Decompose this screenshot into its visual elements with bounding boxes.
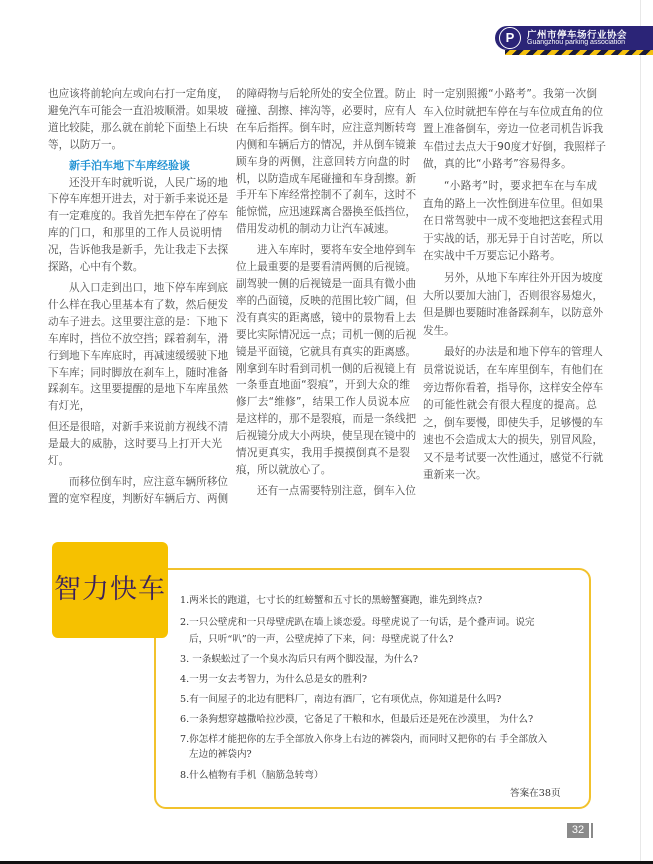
paragraph	[423, 86, 606, 174]
quiz-question: 左边的裤袋内?	[189, 749, 252, 760]
paragraph	[48, 175, 229, 276]
text-line: 在日常驾驶中一成不变地把这套程式用	[423, 215, 604, 228]
text-line: 发生。	[423, 324, 455, 337]
text-line: 踩刹车。这里要提醒的是地下车库虽然	[48, 383, 229, 396]
quiz-title: 智力快车	[52, 542, 168, 638]
text-line: 置上准备倒车，旁边一位老司机告诉我	[423, 123, 604, 136]
quiz-question: 1.两米长的跑道，七寸长的红螃蟹和五寸长的黑螃蟹赛跑，谁先到终点?	[180, 595, 483, 606]
text-line: 做，真的比“小路考”容易得多。	[423, 158, 572, 171]
text-line: 副驾驶一侧的后视镜是一面具有微小曲	[236, 277, 417, 290]
quiz-question: 2.一只公壁虎和一只母壁虎趴在墙上谈恋爱。母壁虎说了一句话，是个叠声词。说完	[180, 617, 535, 628]
page-number-bar	[591, 823, 593, 838]
hazard-stripes	[505, 50, 653, 55]
text-line: 有一定难度的。我首先把车停在了停车	[48, 210, 229, 223]
quiz-question: 3. 一条蜈蚣过了一个臭水沟后只有两个脚没湿，为什么?	[180, 654, 419, 665]
text-line: 又不是考试要一次性通过，感觉不行就	[423, 451, 604, 464]
text-line: 机，以防造成车尾碰撞和车身刮擦。新	[236, 172, 417, 185]
text-line: 修厂去“维修”，结果工作人员说本应	[236, 396, 410, 409]
text-line: 从入口走到出口，地下停车库到底	[69, 281, 228, 294]
text-line: 借用发动机的制动力让汽车减速。	[236, 223, 395, 236]
paragraph	[48, 474, 229, 508]
text-line: 进入车库时，要将车安全地停到车	[257, 244, 416, 257]
text-line: 刚拿到车时看到司机一侧的后视镜上有	[236, 362, 417, 375]
quiz-question: 8.什么植物有手机（脑筋急转弯）	[180, 770, 324, 781]
article-column-2	[236, 86, 417, 504]
text-line: 而移位倒车时，应注意车辆所移位	[69, 475, 228, 488]
text-line: 之，倒车要慢，即使失手，足够慢的车	[423, 416, 604, 429]
text-line: 没有真实的距离感，镜中的景物看上去	[236, 311, 417, 324]
text-line: 员常说说话，在车库里倒车，有他们在	[423, 363, 604, 376]
text-line: 大所以要加大油门，否则很容易熄火，	[423, 289, 604, 302]
article-column-3	[423, 86, 606, 489]
parking-logo-icon: P	[499, 27, 521, 49]
quiz-question: 4.一男一女去考智力，为什么总是女的胜利?	[180, 674, 367, 685]
text-line: 还有一点需要特别注意，倒车入位	[257, 484, 416, 497]
text-line: 旁边帮你看着，指导你，这样安全停车	[423, 381, 604, 394]
text-line: 但还是很暗，对新手来说前方视线不清	[48, 421, 229, 434]
text-line: 时一定别照搬“小路考”。我第一次倒	[423, 88, 597, 100]
paragraph	[423, 178, 604, 266]
text-line: 一条垂直地面“裂痕”，开到大众的维	[236, 379, 410, 392]
text-line: 碰撞、刮擦、摔沟等，必要时，应有人	[236, 104, 417, 117]
text-line: 在车后指挥。倒车时，应注意判断转弯	[236, 121, 417, 134]
text-line: 下停车库想开进去，对于新手来说还是	[48, 193, 229, 206]
text-line: 什么样在我心里基本有了数，然后便发	[48, 298, 229, 311]
text-line: 速也不会造成太大的损失，别冒风险，	[423, 434, 604, 447]
text-line: 直角的路上一次性倒进车位里。但如果	[423, 197, 604, 210]
quiz-question: 6.一条狗想穿越撒哈拉沙漠，它备足了干粮和水，但最后还是死在沙漠里， 为什么?	[180, 714, 534, 725]
text-line: 位上最重要的是要看清两侧的后视镜。	[236, 261, 417, 274]
text-line: 的障碍物与后轮所处的安全位置。防止	[236, 88, 417, 100]
page-number: 32	[567, 823, 589, 838]
article-column-1	[48, 86, 229, 512]
text-line: 另外，从地下车库往外开因为坡度	[444, 271, 603, 284]
answer-note: 答案在38页	[510, 788, 561, 799]
text-line: 能惊慌，应迅速踩离合器换至低挡位，	[236, 206, 417, 219]
text-line: 后视镜分成大小两块，使呈现在镜中的	[236, 430, 417, 443]
text-line: 车库时，挡位不放空挡；踩着刹车，滑	[48, 332, 229, 345]
paragraph	[423, 270, 604, 340]
text-line: 是最大的威胁，这时要马上打开大光	[48, 438, 222, 451]
org-name-en: Guangzhou parking association	[527, 39, 626, 46]
text-line: “小路考”时，要求把车在与车成	[444, 179, 597, 192]
text-line: 在实战中千万要忘记小路考。	[423, 250, 561, 263]
text-line: 道比较陡，那么就在前轮下面垫上石块	[48, 121, 229, 134]
paragraph	[236, 242, 417, 479]
text-line: 也应该将前轮向左或向右打一定角度，	[48, 88, 229, 100]
text-line: 于实战的话，那无异于自讨苦吃，所以	[423, 232, 604, 245]
org-name-cn: 广州市停车场行业协会	[527, 30, 628, 41]
text-line: 情况更真实，我用手摸摸倒真不是裂	[236, 447, 410, 460]
text-line: 内侧和车辆后方的情况，并从倒车镜兼	[236, 138, 417, 151]
association-banner	[495, 26, 653, 50]
paragraph	[48, 86, 229, 154]
text-line: 下车库；同时脚放在刹车上，随时准备	[48, 366, 229, 379]
text-line: 车入位时就把车停在与车位成直角的位	[423, 105, 604, 118]
quiz-question: 5.有一间屋子的北边有肥料厂，南边有酒厂，它有项优点，你知道是什么吗?	[180, 694, 502, 705]
text-line: 的可能性就会有很大程度的提高。总	[423, 399, 597, 412]
text-line: 还没开车时就听说，人民广场的地	[69, 176, 228, 189]
text-line: 要比实际情况远一点；司机一侧的后视	[236, 328, 417, 341]
text-line: 行到地下车库底时，再减速缓缓驶下地	[48, 349, 229, 362]
paragraph	[423, 344, 604, 485]
text-line: 镜是平面镜，它就具有真实的距离感。	[236, 345, 417, 358]
text-line: 顾车身的两侧，注意回转方向盘的时	[236, 155, 410, 168]
paragraph	[236, 86, 417, 238]
text-line: 最好的办法是和地下停车的管理人	[444, 346, 603, 359]
quiz-question: 后，只听“叭”的一声，公壁虎掉了下来，问：母壁虎说了什么?	[189, 634, 454, 645]
text-line: 是这样的，那不是裂痕，而是一条线把	[236, 413, 417, 426]
paragraph	[236, 483, 416, 500]
section-heading: 新手泊车地下车库经验谈	[69, 158, 190, 172]
text-line: 探路，心中有个数。	[48, 261, 144, 274]
text-line: 手开车下库经常控制不了刹车，这时不	[236, 189, 417, 202]
paragraph	[48, 419, 229, 470]
text-line: 库的门口，和那里的工作人员说明情	[48, 227, 222, 240]
text-line: 置的宽窄程度，判断好车辆后方、两侧	[48, 492, 229, 505]
page-edge	[640, 0, 641, 864]
text-line: 车借过去点大于90度才好倒，我照样子	[423, 140, 606, 153]
text-line: 避免汽车可能会一直沿坡顺滑。如果坡	[48, 104, 229, 117]
text-line: 况，告诉他我是新手，先让我走下去探	[48, 244, 229, 257]
text-line: 灯。	[48, 455, 70, 468]
text-line: 重新来一次。	[423, 469, 487, 482]
quiz-question: 7.你怎样才能把你的左手全部放入你身上右边的裤袋内，而同时又把你的右 手全部放入	[180, 734, 548, 745]
text-line: 等，以防万一。	[48, 138, 123, 151]
text-line: 动车子进去。这里要注意的是：下地下	[48, 315, 229, 328]
text-line: 痕，所以就放心了。	[236, 463, 332, 476]
text-line: 但是脚也要随时准备踩刹车，以防意外	[423, 307, 604, 320]
text-line: 率的凸面镜，反映的范围比较广阔，但	[236, 294, 417, 307]
paragraph	[48, 280, 229, 415]
text-line: 有灯光，	[48, 400, 91, 413]
